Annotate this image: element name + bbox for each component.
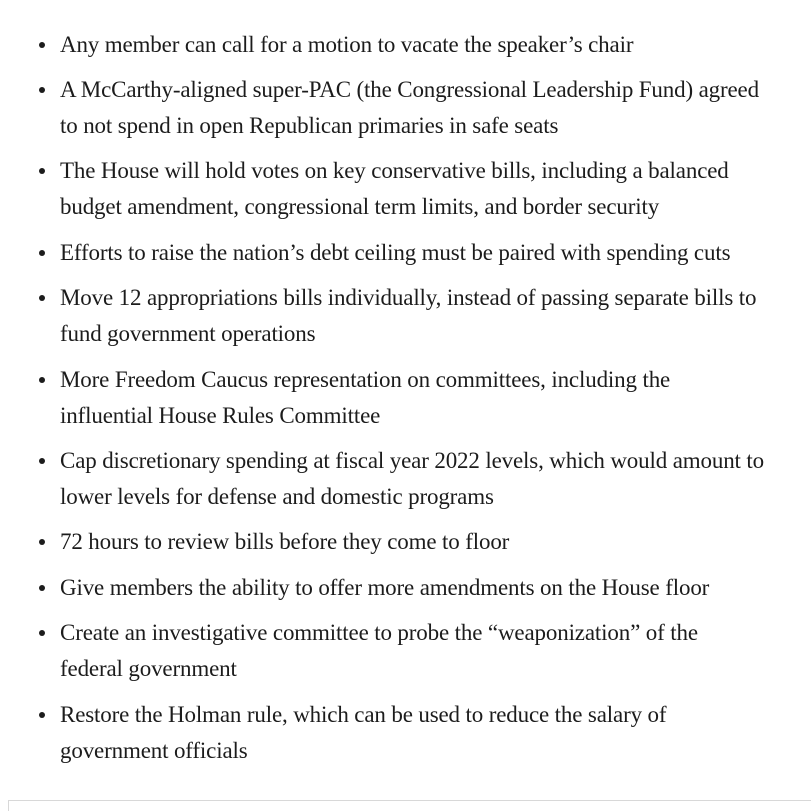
list-item-line: federal government	[60, 656, 237, 681]
list-item-line: Cap discretionary spending at fiscal year 2022 levels, which would amount to	[60, 448, 764, 473]
bullet-dot	[39, 630, 45, 636]
list-item-line: Create an investigative committee to probe the “weaponization” of the	[60, 620, 698, 645]
bullet-dot	[39, 87, 45, 93]
list-item-text	[60, 524, 811, 560]
bullet-dot	[39, 168, 45, 174]
list-item-text	[60, 697, 811, 769]
list-item-text	[60, 153, 811, 225]
bullet-dot	[39, 377, 45, 383]
list-item-line: The House will hold votes on key conservative bills, including a balanced	[60, 158, 729, 183]
list-item-text	[60, 72, 811, 144]
list-item-text	[60, 235, 811, 271]
bullet-dot	[39, 712, 45, 718]
bullet-dot	[39, 295, 45, 301]
list-item-line: Give members the ability to offer more amendments on the House floor	[60, 575, 710, 600]
list-item-line: lower levels for defense and domestic programs	[60, 484, 494, 509]
list-item-text	[60, 280, 811, 352]
list-item-line: 72 hours to review bills before they come to floor	[60, 529, 510, 554]
list-item-line: More Freedom Caucus representation on committees, including the	[60, 367, 671, 392]
list-item-line: government officials	[60, 738, 248, 763]
list-item-text	[60, 27, 811, 63]
list-item-line: Any member can call for a motion to vacate the speaker’s chair	[60, 32, 634, 57]
bullet-dot	[39, 250, 45, 256]
bullet-dot	[39, 42, 45, 48]
list-item-line: fund government operations	[60, 321, 316, 346]
list-item-text	[60, 615, 811, 687]
list-item-line: Move 12 appropriations bills individually, instead of passing separate bills to	[60, 285, 757, 310]
list-item-line: Efforts to raise the nation’s debt ceiling must be paired with spending cuts	[60, 240, 731, 265]
bullet-dot	[39, 539, 45, 545]
list-item-text	[60, 570, 811, 606]
list-item-text	[60, 443, 811, 515]
list-item-text	[60, 362, 811, 434]
list-item-line: A McCarthy-aligned super-PAC (the Congressional Leadership Fund) agreed	[60, 77, 759, 102]
list-item-line: to not spend in open Republican primaries in safe seats	[60, 113, 559, 138]
list-item-line: budget amendment, congressional term limits, and border security	[60, 194, 660, 219]
bottom-panel-edge	[8, 800, 811, 811]
bullet-dot	[39, 585, 45, 591]
list-item-line: influential House Rules Committee	[60, 403, 381, 428]
list-item-line: Restore the Holman rule, which can be used to reduce the salary of	[60, 702, 667, 727]
bullet-dot	[39, 458, 45, 464]
